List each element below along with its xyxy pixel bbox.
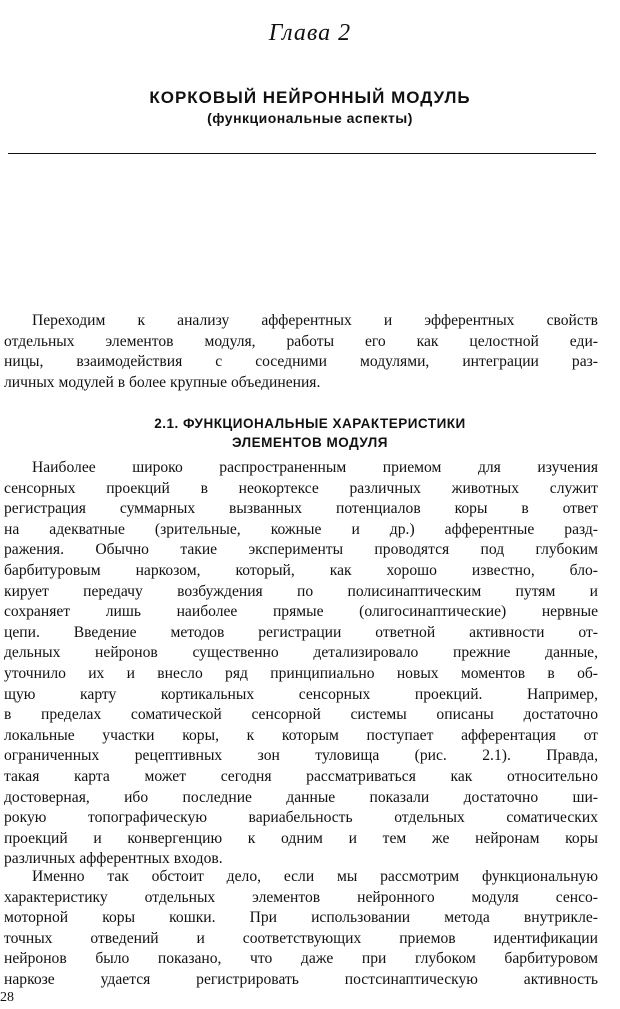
paragraph-line: в пределах соматической сенсорной системы описаны достаточно [4,706,598,724]
chapter-title: КОРКОВЫЙ НЕЙРОННЫЙ МОДУЛЬ [149,88,471,107]
paragraph-line: наркозе удается регистрировать постсинаптическую активность [4,970,598,988]
section-heading-line: ЭЛЕМЕНТОВ МОДУЛЯ [232,435,388,450]
paragraph-line: Наиболее широко распространенным приемом для изучения [32,459,598,476]
section-heading [0,414,620,452]
paragraph-line: дельных нейронов существенно детализировало прежние данные, [4,644,598,662]
paragraph-line: Именно так обстоит дело, если мы рассмотрим функциональную [32,868,598,885]
paragraph-line: нейронов было показано, что даже при глубоком барбитуровом [4,950,598,968]
paragraph-line: сенсорных проекций в неокортексе различных животных служит [4,479,598,497]
horizontal-rule [8,153,596,154]
paragraph-line: цепи. Введение методов регистрации ответной активности от- [4,623,598,641]
paragraph-line: такая карта может сегодня рассматриваться как относительно [4,767,598,785]
body-paragraph-1 [4,458,598,870]
intro-line: Переходим к анализу афферентных и эфферентных свойств [32,312,598,329]
body-paragraph-2 [4,867,598,991]
intro-line: отдельных элементов модуля, работы его как целостной еди- [4,332,598,350]
paragraph-line: различных афферентных входов. [4,850,223,868]
paragraph-line: барбитуровым наркозом, который, как хорошо известно, бло- [4,561,598,579]
page-number: 28 [0,990,14,1005]
paragraph-line: ражения. Обычно такие эксперименты проводятся под глубоким [4,541,598,559]
paragraph-line: достоверная, ибо последние данные показали достаточно ши- [4,788,598,806]
paragraph-line: ограниченных рецептивных зон туловища (рис. 2.1). Правда, [4,747,598,765]
intro-paragraph [4,311,598,393]
paragraph-line: регистрация суммарных вызванных потенциалов коры в ответ [4,500,598,518]
paragraph-line: кирует передачу возбуждения по полисинаптическим путям и [4,582,598,600]
chapter-label: Глава 2 [268,20,352,46]
paragraph-line: проекций и конвергенцию к одним и тем же нейронам коры [4,829,598,847]
paragraph-line: точных отведений и соответствующих приемов идентификации [4,929,598,947]
intro-line: личных модулей в более крупные объединения. [4,373,321,391]
paragraph-line: уточнило их и внесло ряд принципиально новых моментов в об- [4,664,598,682]
section-heading-line: 2.1. ФУНКЦИОНАЛЬНЫЕ ХАРАКТЕРИСТИКИ [154,416,466,431]
paragraph-line: локальные участки коры, к которым поступает афферентация от [4,726,598,744]
chapter-subtitle: (функциональные аспекты) [207,110,413,126]
paragraph-line: характеристику отдельных элементов нейронного модуля сенсо- [4,888,598,906]
paragraph-line: рокую топографическую вариабельность отдельных соматических [4,809,598,827]
paragraph-line: щую карту кортикальных сенсорных проекций. Например, [4,685,598,703]
paragraph-line: моторной коры кошки. При использовании метода внутрикле- [4,909,598,927]
paragraph-line: на адекватные (зрительные, кожные и др.) афферентные разд- [4,520,598,538]
intro-line: ницы, взаимодействия с соседними модулями, интеграции раз- [4,353,598,371]
paragraph-line: сохраняет лишь наиболее прямые (олигосинаптические) нервные [4,603,598,621]
